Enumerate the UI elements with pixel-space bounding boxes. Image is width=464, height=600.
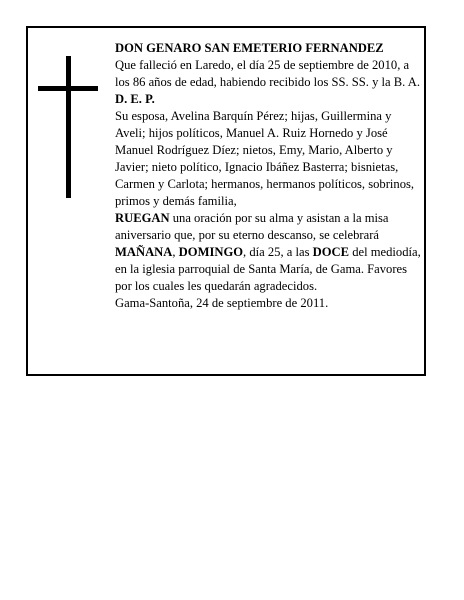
mass-request — [115, 210, 421, 295]
ruegan-word: RUEGAN — [115, 211, 170, 225]
manana-word: MAÑANA — [115, 245, 173, 259]
obituary-text — [115, 40, 421, 312]
cross-icon-horizontal-bar — [38, 86, 98, 91]
family-list: Su esposa, Avelina Barquín Pérez; hijas, Guillermina y Aveli; hijos políticos, Manuel A. Ruiz Hornedo y José Manuel Rodríguez Díez; nietos, Emy, Mario, Alberto y Javier; nieto político, Ignacio Ibáñez Basterra; bisnietas, Carmen y Carlota; hermanos, hermanos políticos, sobrinos, primos y demás familia, — [115, 109, 415, 208]
obituary-notice — [26, 26, 426, 376]
request-text-2: , día 25, a las — [243, 245, 313, 259]
request-text-1: una oración por su alma y asistan a la misa aniversario que, por su eterno descanso, se celebrará — [115, 211, 389, 242]
cross-icon-vertical-bar — [66, 56, 71, 198]
deceased-name: DON GENARO SAN EMETERIO FERNANDEZ — [115, 41, 384, 55]
death-info: Que falleció en Laredo, el día 25 de septiembre de 2010, a los 86 años de edad, habiendo recibido los SS. SS. y la B. A. — [115, 58, 421, 89]
rip-abbreviation: D. E. P. — [115, 92, 155, 106]
request-text-3: del mediodía, en la iglesia parroquial de Santa María, de Gama. Favores por los cuales les quedarán agradecidos. — [115, 245, 421, 293]
request-comma: , — [172, 245, 179, 259]
place-date: Gama-Santoña, 24 de septiembre de 2011. — [115, 296, 329, 310]
domingo-word: DOMINGO — [178, 245, 244, 259]
doce-word: DOCE — [312, 245, 350, 259]
